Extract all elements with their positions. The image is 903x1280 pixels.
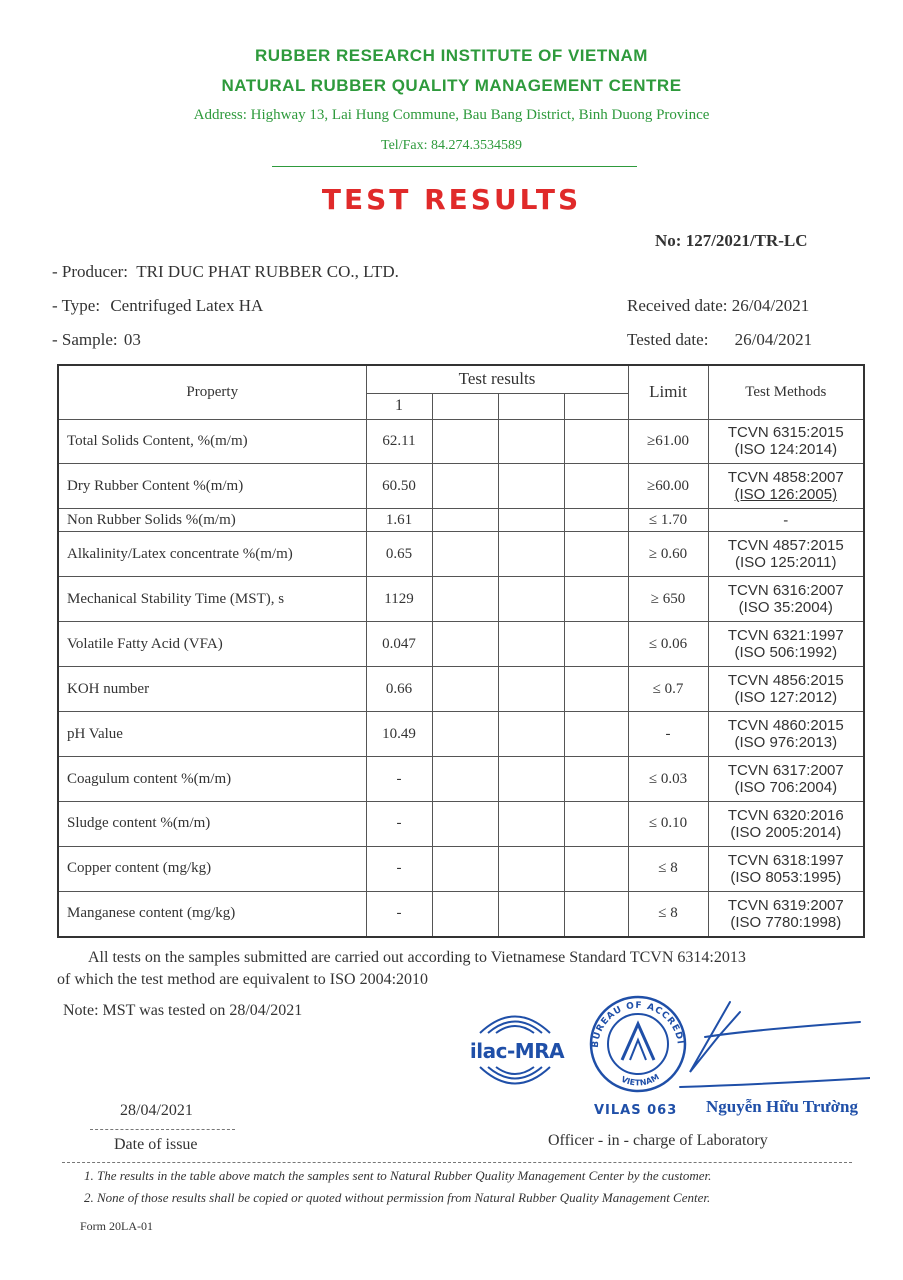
signature-scribble-icon	[670, 992, 870, 1102]
header-limit: Limit	[628, 365, 708, 419]
cell-property: Dry Rubber Content %(m/m)	[58, 464, 366, 509]
method-line-2: (ISO 7780:1998)	[730, 913, 842, 931]
method-line-1: -	[783, 511, 789, 529]
form-code: Form 20LA-01	[80, 1219, 153, 1233]
method-line-2: (ISO 8053:1995)	[730, 868, 842, 886]
received-value: 26/04/2021	[731, 296, 810, 315]
table-row	[58, 846, 864, 891]
telfax: Tel/Fax: 84.274.3534589	[381, 138, 522, 153]
cell-property: pH Value	[58, 712, 366, 757]
table-row	[58, 464, 864, 509]
table-row	[58, 757, 864, 802]
cell-result: 0.65	[366, 532, 432, 577]
cell-result: -	[366, 801, 432, 846]
cell-property: Coagulum content %(m/m)	[58, 757, 366, 802]
cell-limit: ≤ 0.7	[628, 667, 708, 712]
officer-role: Officer - in - charge of Laboratory	[548, 1132, 768, 1149]
cell-property: Mechanical Stability Time (MST), s	[58, 577, 366, 622]
method-line-2: (ISO 506:1992)	[734, 644, 838, 662]
cell-result: 60.50	[366, 464, 432, 509]
note: Note: MST was tested on 28/04/2021	[63, 1002, 303, 1019]
table-row	[58, 891, 864, 937]
cell-property: Total Solids Content, %(m/m)	[58, 419, 366, 464]
method-line-2: (ISO 35:2004)	[738, 599, 833, 617]
method-line-1: TCVN 4858:2007	[727, 469, 844, 487]
table-row	[58, 712, 864, 757]
cell-property: Non Rubber Solids %(m/m)	[58, 509, 366, 532]
statement-line-1: All tests on the samples submitted are carried out according to Vietnamese Standard TCVN 6314:2013	[88, 949, 746, 966]
cell-limit: ≤ 8	[628, 846, 708, 891]
page-title: TEST RESULTS	[321, 183, 582, 216]
cell-property: Copper content (mg/kg)	[58, 846, 366, 891]
table-row	[58, 509, 864, 532]
table-row	[58, 532, 864, 577]
address: Address: Highway 13, Lai Hung Commune, Bau Bang District, Binh Duong Province	[193, 107, 710, 123]
cell-result: 62.11	[366, 419, 432, 464]
footnote-1: 1. The results in the table above match the samples sent to Natural Rubber Quality Management Center by the customer.	[84, 1168, 712, 1183]
method-line-2: (ISO 976:2013)	[734, 734, 838, 752]
method-line-2: (ISO 127:2012)	[734, 689, 838, 707]
signatory-name: Nguyễn Hữu Trường	[706, 1097, 858, 1116]
method-line-1: TCVN 4857:2015	[727, 537, 844, 555]
cell-limit: ≤ 8	[628, 891, 708, 937]
cell-property: Manganese content (mg/kg)	[58, 891, 366, 937]
header-test-results: Test results	[366, 365, 628, 393]
sample-label: - Sample:	[52, 330, 118, 349]
producer-label: - Producer:	[52, 262, 129, 281]
issue-label: Date of issue	[114, 1136, 198, 1153]
footnote-2: 2. None of those results shall be copied or quoted without permission from Natural Rubber Quality Management Center.	[84, 1190, 711, 1205]
type-label: - Type:	[52, 296, 101, 315]
cell-method	[708, 891, 864, 937]
cell-limit: ≥ 0.60	[628, 532, 708, 577]
received-label: Received date:	[627, 296, 728, 315]
cell-limit: ≤ 1.70	[628, 509, 708, 532]
cell-result: -	[366, 757, 432, 802]
cell-result: 0.047	[366, 622, 432, 667]
type-value: Centrifuged Latex HA	[110, 296, 264, 315]
method-line-1: TCVN 4860:2015	[727, 717, 844, 735]
method-line-2: (ISO 125:2011)	[735, 554, 837, 572]
cell-property: KOH number	[58, 667, 366, 712]
method-line-1: TCVN 6321:1997	[727, 627, 844, 645]
table-row	[58, 419, 864, 464]
report-number: No: 127/2021/TR-LC	[655, 231, 808, 250]
method-line-1: TCVN 6316:2007	[727, 582, 844, 600]
footnote-divider	[62, 1162, 852, 1163]
cell-result: 1.61	[366, 509, 432, 532]
method-line-1: TCVN 6319:2007	[727, 896, 844, 914]
cell-limit: ≤ 0.03	[628, 757, 708, 802]
ilac-label: ilac-MRA	[469, 1039, 565, 1063]
institute-name: RUBBER RESEARCH INSTITUTE OF VIETNAM	[255, 46, 648, 65]
cell-property: Alkalinity/Latex concentrate %(m/m)	[58, 532, 366, 577]
issue-divider	[90, 1129, 235, 1130]
cell-property: Volatile Fatty Acid (VFA)	[58, 622, 366, 667]
cell-limit: ≤ 0.06	[628, 622, 708, 667]
cell-property: Sludge content %(m/m)	[58, 801, 366, 846]
accreditation-country-text: VIETNAM	[619, 1072, 661, 1088]
cell-method	[708, 757, 864, 802]
method-line-2: (ISO 2005:2014)	[730, 823, 842, 841]
cell-limit: ≥ 650	[628, 577, 708, 622]
cell-result: -	[366, 891, 432, 937]
accreditation-arc-text: BUREAU OF ACCREDI	[590, 1000, 685, 1049]
cell-method	[708, 577, 864, 622]
method-line-2: (ISO 706:2004)	[734, 779, 838, 796]
ilac-mra-stamp	[455, 995, 575, 1105]
tested-label: Tested date:	[627, 330, 709, 349]
results-table	[57, 364, 865, 938]
cell-method	[708, 532, 864, 577]
centre-name: NATURAL RUBBER QUALITY MANAGEMENT CENTRE	[221, 76, 682, 95]
cell-method	[708, 712, 864, 757]
cell-result: -	[366, 846, 432, 891]
method-line-1: TCVN 6317:2007	[727, 762, 844, 779]
issue-date: 28/04/2021	[120, 1102, 193, 1119]
header-sample-1: 1	[366, 393, 432, 419]
table-row	[58, 801, 864, 846]
cell-limit: ≥60.00	[628, 464, 708, 509]
sample-value: 03	[123, 330, 141, 349]
cell-result: 0.66	[366, 667, 432, 712]
header-divider	[272, 166, 637, 167]
received-line	[627, 296, 809, 316]
statement-line-2: of which the test method are equivalent to ISO 2004:2010	[57, 971, 429, 988]
cell-method	[708, 622, 864, 667]
table-row	[58, 622, 864, 667]
producer-line	[52, 262, 399, 282]
cell-result: 10.49	[366, 712, 432, 757]
sample-line	[52, 330, 141, 350]
cell-method	[708, 846, 864, 891]
method-line-1: TCVN 4856:2015	[727, 672, 844, 690]
method-line-2: (ISO 126:2005)	[734, 486, 838, 504]
method-line-2: (ISO 124:2014)	[734, 441, 838, 459]
tested-value: 26/04/2021	[734, 330, 813, 349]
cell-limit: ≤ 0.10	[628, 801, 708, 846]
cell-limit: -	[628, 712, 708, 757]
cell-limit: ≥61.00	[628, 419, 708, 464]
header-test-methods: Test Methods	[708, 365, 864, 419]
vilas-code: VILAS 063	[594, 1103, 678, 1118]
cell-method	[708, 667, 864, 712]
producer-value: TRI DUC PHAT RUBBER CO., LTD.	[136, 262, 399, 281]
method-line-1: TCVN 6318:1997	[727, 851, 844, 869]
cell-method	[708, 509, 864, 532]
cell-method	[708, 419, 864, 464]
table-row	[58, 577, 864, 622]
tested-line	[627, 330, 812, 350]
cell-method	[708, 801, 864, 846]
method-line-1: TCVN 6315:2015	[727, 424, 844, 442]
cell-result: 1129	[366, 577, 432, 622]
cell-method	[708, 464, 864, 509]
method-line-1: TCVN 6320:2016	[727, 806, 844, 824]
header-property: Property	[58, 365, 366, 419]
type-line	[52, 296, 263, 316]
table-row	[58, 667, 864, 712]
